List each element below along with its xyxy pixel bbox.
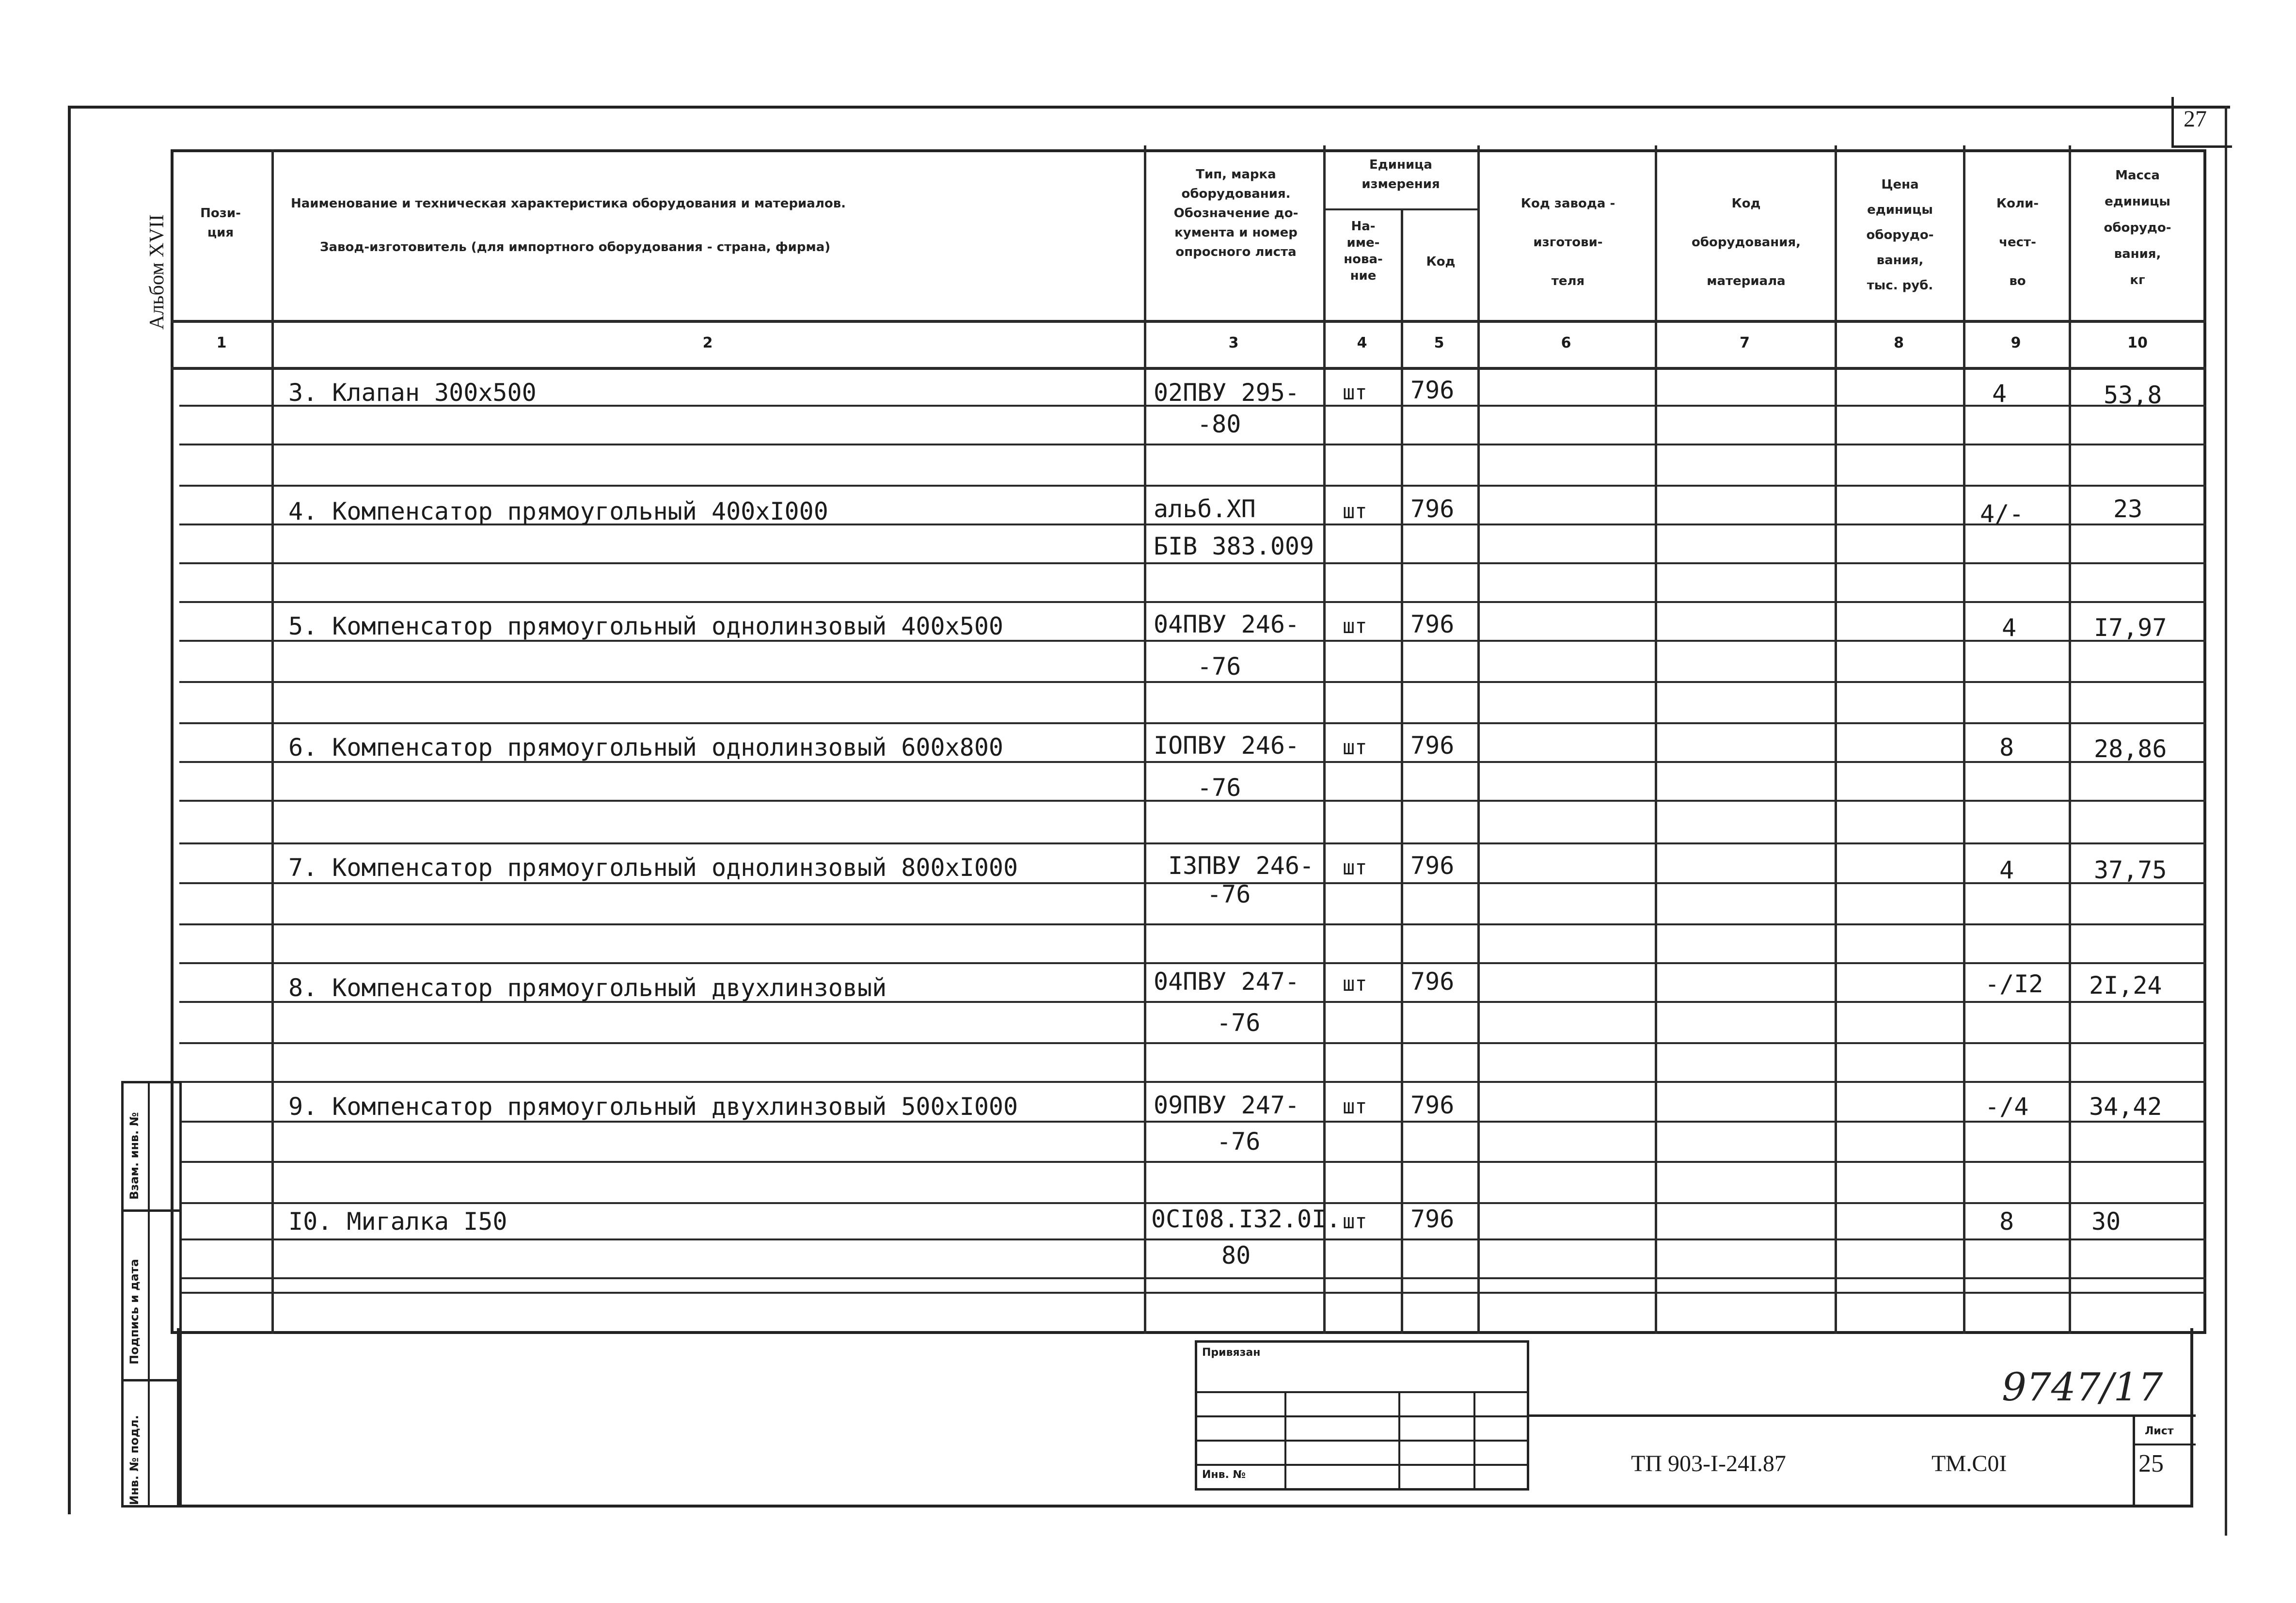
col-line-1 xyxy=(271,149,274,1334)
right-edge-line xyxy=(2225,106,2227,1536)
header-name-line2: Завод-изготовитель (для импортного оборудования - страна, фирма) xyxy=(320,240,831,254)
item-mass: 34,42 xyxy=(2089,1093,2162,1121)
row-rule xyxy=(179,1042,2206,1044)
colnum-5: 5 xyxy=(1434,334,1444,351)
sheet-number: 25 xyxy=(2138,1450,2164,1477)
title-strip-line xyxy=(1529,1414,2196,1417)
privyazan-vrule xyxy=(1398,1391,1400,1488)
item-name: I0. Мигалка I50 xyxy=(288,1207,507,1236)
item-name: 6. Компенсатор прямоугольный однолинзовый 600х800 xyxy=(288,733,1004,762)
item-qty: 8 xyxy=(1999,1207,2014,1236)
row-rule xyxy=(179,444,2206,445)
item-code: 796 xyxy=(1410,495,1455,523)
handwritten-number: 9747/17 xyxy=(2002,1365,2163,1410)
header-name-line1: Наименование и техническая характеристика оборудования и материалов. xyxy=(291,196,846,211)
sheet-label-rule xyxy=(2133,1444,2196,1445)
row-rule xyxy=(179,1161,2206,1163)
col-line-6 xyxy=(1655,145,1657,1334)
side-divider xyxy=(124,1209,182,1212)
item-code: 796 xyxy=(1410,731,1455,760)
header-mass: Масса единицы оборудо- вания, кг xyxy=(2104,168,2171,287)
item-code: 796 xyxy=(1410,1091,1455,1119)
item-type-line1: 02ПВУ 295- xyxy=(1154,379,1300,407)
colnum-7: 7 xyxy=(1740,334,1750,351)
row-rule xyxy=(179,1081,2206,1083)
colnum-9: 9 xyxy=(2011,334,2021,351)
row-rule xyxy=(179,882,2206,884)
row-rule xyxy=(179,962,2206,964)
side-stamp-vzam: Взам. инв. № xyxy=(127,1112,141,1200)
col-line-9 xyxy=(2069,145,2071,1334)
item-type-line2: -76 xyxy=(1207,880,1251,908)
row-rule xyxy=(179,1277,2206,1279)
item-unit: шт xyxy=(1343,856,1367,879)
item-name: 8. Компенсатор прямоугольный двухлинзовый xyxy=(288,974,887,1002)
row-rule xyxy=(179,681,2206,683)
col-line-8 xyxy=(1963,145,1965,1334)
colnum-10: 10 xyxy=(2127,334,2148,351)
item-type-line2: -76 xyxy=(1217,1127,1261,1156)
row-rule xyxy=(179,1202,2206,1204)
colnum-2: 2 xyxy=(702,334,713,351)
page-number: 27 xyxy=(2184,106,2207,132)
colnum-6: 6 xyxy=(1561,334,1571,351)
item-mass: 28,86 xyxy=(2094,735,2167,763)
colnum-bottom-line xyxy=(171,367,2206,370)
header-unit-name: На- име- нова- ние xyxy=(1344,219,1383,283)
inventory-label: Инв. № xyxy=(1202,1469,1246,1481)
item-mass: 53,8 xyxy=(2104,381,2162,409)
row-rule xyxy=(179,562,2206,564)
item-qty: -/4 xyxy=(1985,1093,2029,1121)
item-mass: 23 xyxy=(2113,495,2143,523)
item-name: 5. Компенсатор прямоугольный однолинзовый 400х500 xyxy=(288,612,1004,640)
unit-group-line xyxy=(1323,208,1478,210)
item-type-line2: 80 xyxy=(1221,1241,1251,1270)
item-code: 796 xyxy=(1410,376,1455,404)
item-code: 796 xyxy=(1410,610,1455,638)
item-qty: 4/- xyxy=(1980,500,2024,528)
side-divider xyxy=(124,1379,182,1381)
row-rule xyxy=(179,842,2206,844)
col-line-4 xyxy=(1401,208,1403,1334)
item-type-line1: 09ПВУ 247- xyxy=(1154,1091,1300,1119)
side-stamp xyxy=(121,1081,182,1508)
header-position: Пози- ция xyxy=(200,206,241,240)
item-type-line2: -80 xyxy=(1197,410,1241,438)
side-stamp-inv: Инв. № подл. xyxy=(127,1415,141,1505)
item-mass: 37,75 xyxy=(2094,856,2167,884)
side-stamp-podpis: Подпись и дата xyxy=(127,1259,141,1365)
row-rule xyxy=(179,722,2206,724)
header-factory-code: Код завода - изготови- теля xyxy=(1520,196,1615,288)
privyazan-vrule xyxy=(1284,1391,1286,1488)
colnum-4: 4 xyxy=(1357,334,1367,351)
row-rule xyxy=(179,601,2206,603)
item-code: 796 xyxy=(1410,1205,1455,1233)
item-code: 796 xyxy=(1410,968,1455,996)
item-mass: 2I,24 xyxy=(2089,971,2162,1000)
item-qty: -/I2 xyxy=(1985,970,2043,998)
document-code: ТП 903-I-24I.87 xyxy=(1631,1451,1786,1476)
privyazan-rule xyxy=(1197,1440,1529,1442)
item-code: 796 xyxy=(1410,852,1455,880)
item-unit: шт xyxy=(1343,1209,1367,1233)
header-bottom-line xyxy=(171,320,2206,323)
item-unit: шт xyxy=(1343,381,1367,404)
row-rule xyxy=(179,1238,2206,1240)
item-mass: I7,97 xyxy=(2094,614,2167,642)
header-unit-code: Код xyxy=(1426,254,1456,269)
col-line-2 xyxy=(1144,145,1146,1334)
header-quantity: Коли- чест- во xyxy=(1996,196,2039,288)
item-type-line1: IЗПВУ 246- xyxy=(1168,852,1314,880)
item-type-line1: IОПВУ 246- xyxy=(1154,731,1300,760)
item-name: 3. Клапан 300х500 xyxy=(288,379,537,407)
col-line-5 xyxy=(1477,145,1480,1334)
item-unit: шт xyxy=(1343,1095,1367,1118)
item-unit: шт xyxy=(1343,499,1367,523)
item-name: 4. Компенсатор прямоугольный 400хI000 xyxy=(288,497,828,525)
item-type-line2: -76 xyxy=(1217,1009,1261,1037)
item-unit: шт xyxy=(1343,614,1367,638)
row-rule xyxy=(179,1292,2206,1294)
privyazan-rule xyxy=(1197,1464,1529,1466)
row-rule xyxy=(179,800,2206,802)
colnum-3: 3 xyxy=(1228,334,1239,351)
header-type: Тип, марка оборудования. Обозначение до- кумента и номер опросного листа xyxy=(1173,167,1298,259)
privyazan-vrule xyxy=(1473,1391,1475,1488)
side-inner-line xyxy=(148,1083,150,1505)
item-type-line2: -76 xyxy=(1197,652,1241,681)
item-name: 9. Компенсатор прямоугольный двухлинзовый 500хI000 xyxy=(288,1093,1018,1121)
header-price: Цена единицы оборудо- вания, тыс. руб. xyxy=(1866,177,1934,293)
privyazan-label: Привязан xyxy=(1202,1347,1261,1359)
item-qty: 4 xyxy=(1992,380,2007,408)
privyazan-rule xyxy=(1197,1415,1529,1417)
bottom-area-frame xyxy=(177,1328,2193,1508)
privyazan-block xyxy=(1195,1340,1529,1491)
sheet-code: ТМ.С0I xyxy=(1932,1451,2007,1476)
title-strip-divider xyxy=(2133,1414,2135,1507)
item-type-line1: альб.XП xyxy=(1154,495,1256,523)
row-rule xyxy=(179,485,2206,487)
page-number-box xyxy=(2171,97,2232,148)
item-qty: 4 xyxy=(1999,856,2014,884)
item-name: 7. Компенсатор прямоугольный однолинзовый 800хI000 xyxy=(288,854,1018,882)
header-unit: Единица измерения xyxy=(1362,158,1440,191)
item-unit: шт xyxy=(1343,972,1367,996)
item-mass: 30 xyxy=(2091,1207,2121,1236)
item-type-line1: 04ПВУ 247- xyxy=(1154,968,1300,996)
header-equipment-code: Код оборудования, материала xyxy=(1691,196,1801,288)
item-unit: шт xyxy=(1343,735,1367,759)
col-line-7 xyxy=(1835,145,1837,1334)
item-type-line2: БIВ 383.009 xyxy=(1154,532,1314,560)
colnum-1: 1 xyxy=(216,334,227,351)
sheet-label: Лист xyxy=(2145,1425,2174,1437)
colnum-8: 8 xyxy=(1894,334,1904,351)
item-qty: 8 xyxy=(1999,733,2014,762)
item-type-line1: 0СI08.I32.0I. xyxy=(1151,1205,1341,1233)
item-type-line2: -76 xyxy=(1197,774,1241,802)
privyazan-rule xyxy=(1197,1391,1529,1393)
col-line-3 xyxy=(1323,145,1326,1334)
item-qty: 4 xyxy=(2002,614,2017,642)
row-rule xyxy=(179,923,2206,925)
item-type-line1: 04ПВУ 246- xyxy=(1154,610,1300,638)
album-label: Альбом XVII xyxy=(146,214,168,330)
